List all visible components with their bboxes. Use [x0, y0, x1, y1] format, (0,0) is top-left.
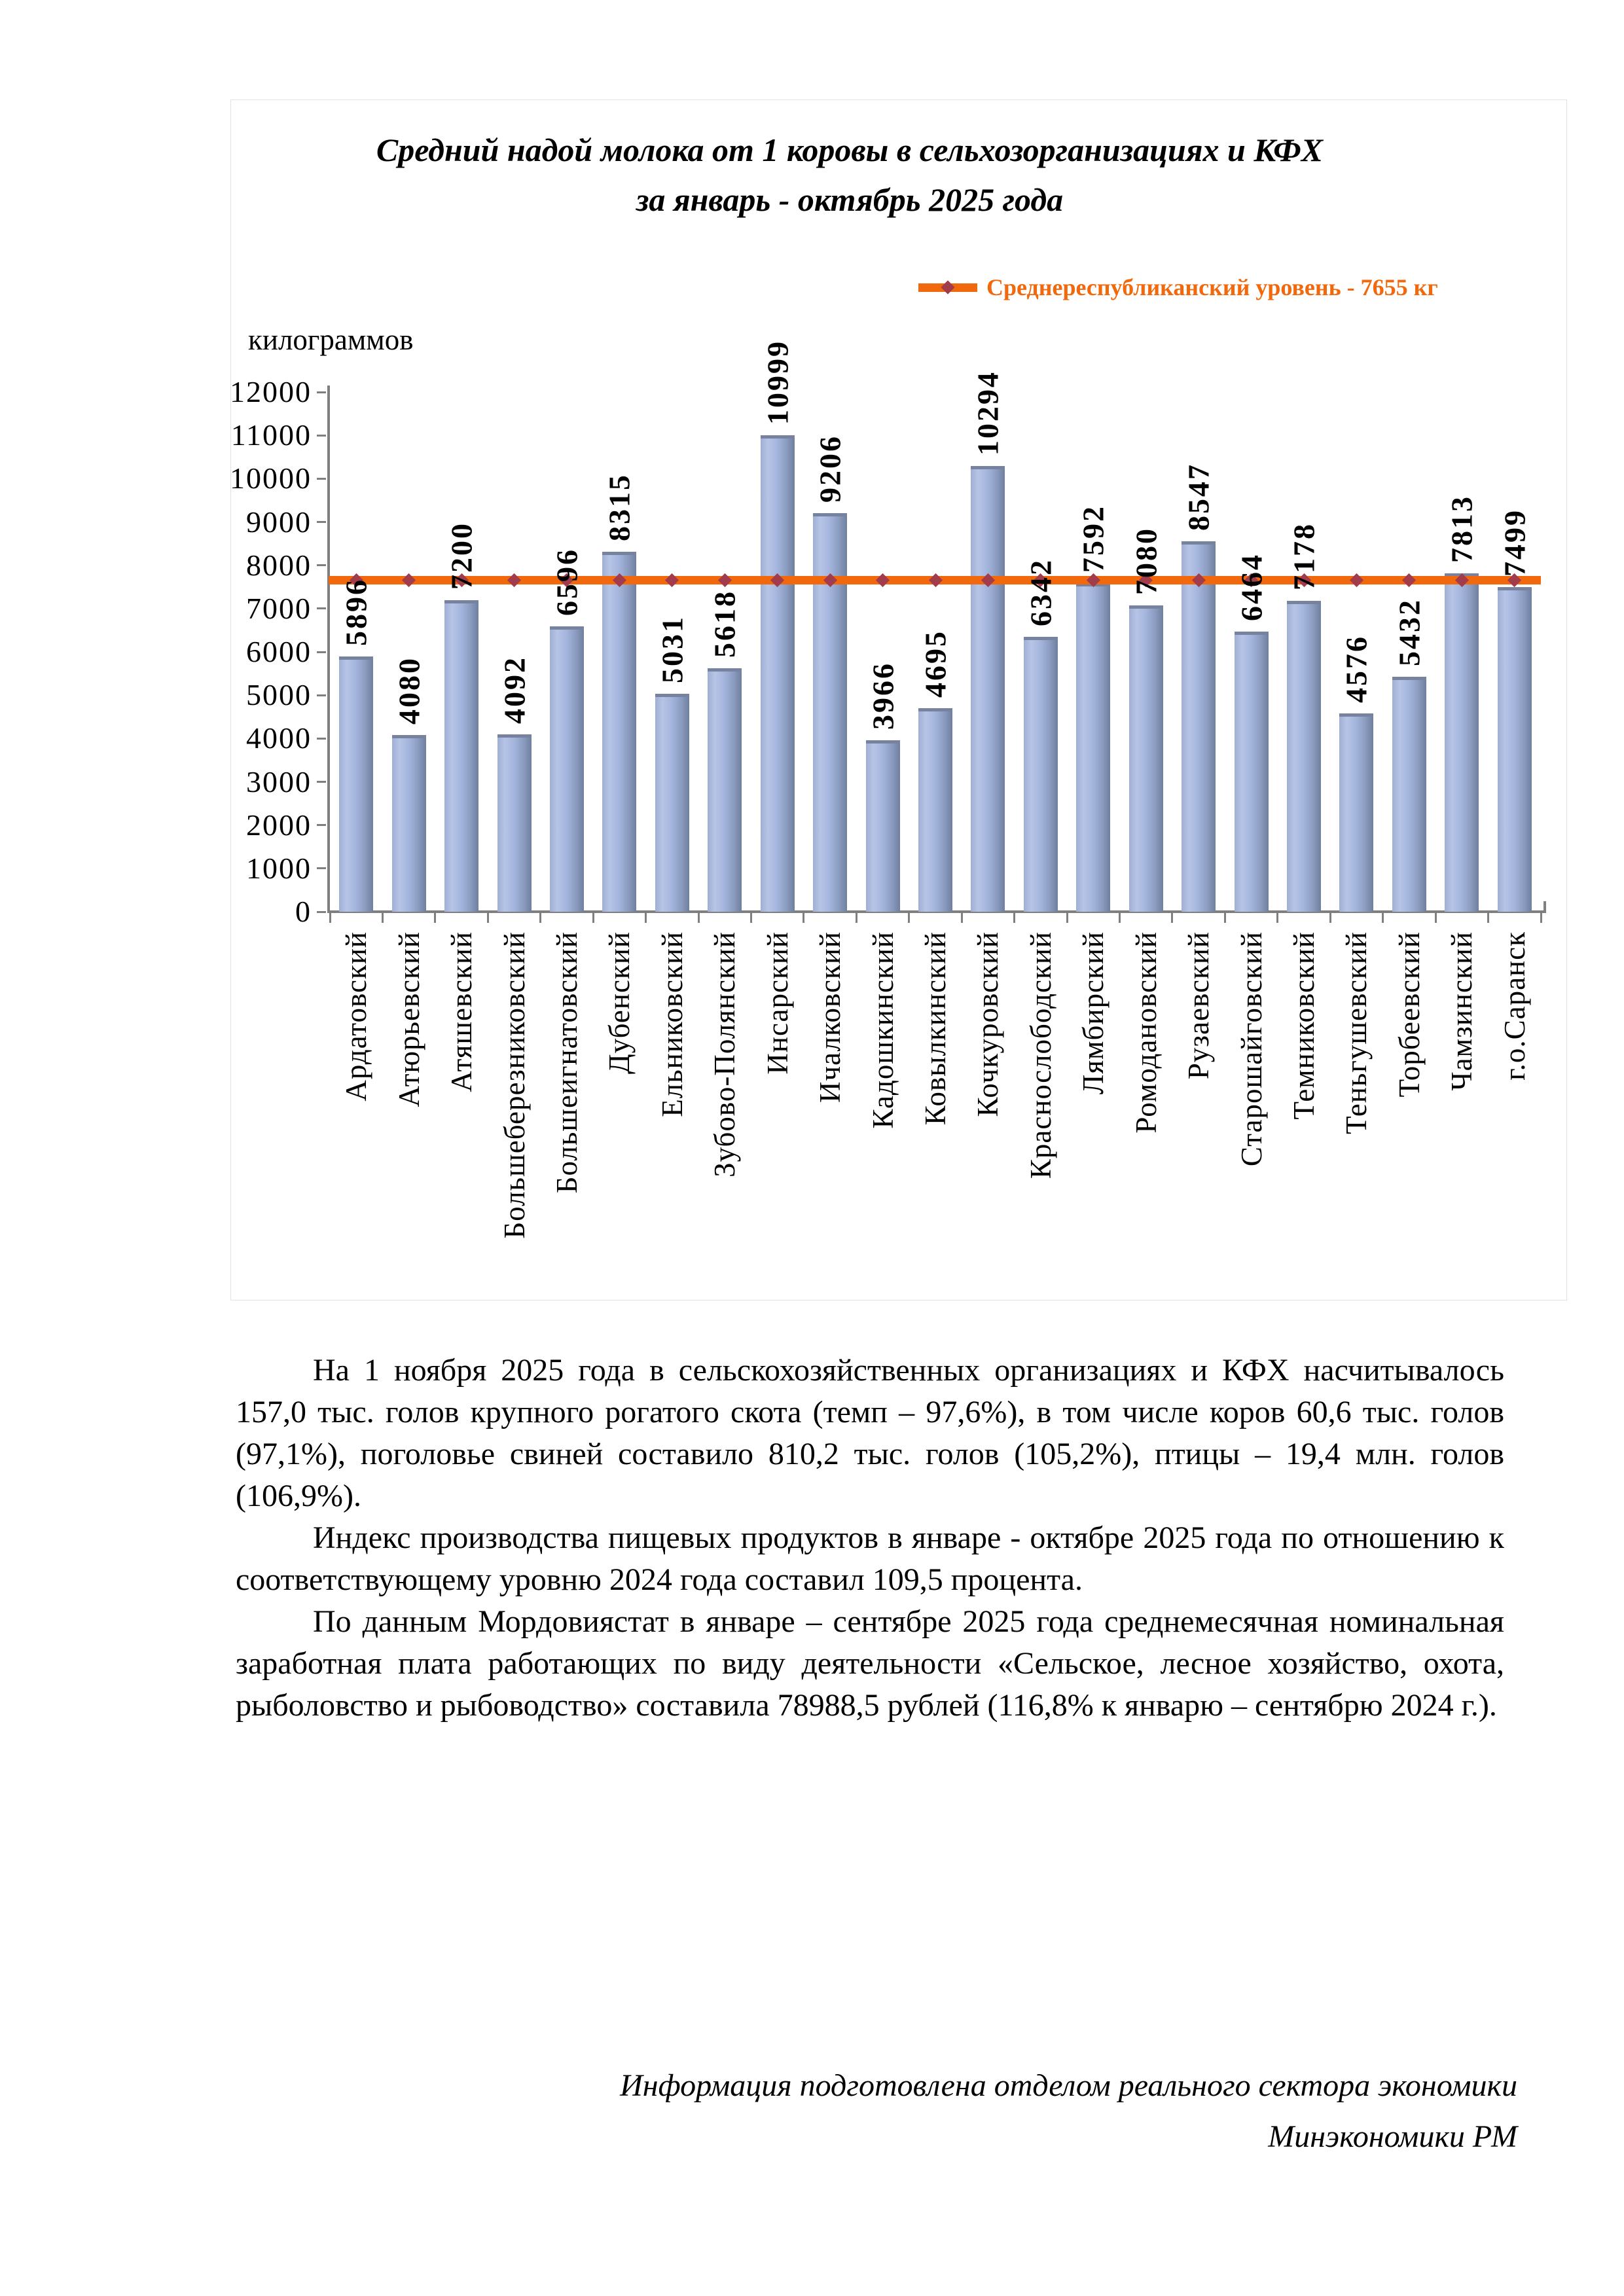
- chart-legend: [918, 274, 1438, 300]
- y-axis-tick-label: 9000: [246, 505, 312, 539]
- x-axis-tick: [1540, 913, 1542, 923]
- report-body-text: [236, 1350, 1504, 1727]
- bar-column: [1278, 392, 1330, 912]
- x-axis-tick: [698, 913, 700, 923]
- bar: [1235, 632, 1269, 912]
- bar: [550, 626, 584, 912]
- paragraph-wages: По данным Мордовиястат в январе – сентябре 2025 года среднемесячная номинальная заработная плата работающих по виду деятельности «Сельское, лесное хозяйство, охота, рыболовство и рыбоводство» составила 78988,5 рублей (116,8% к январю – сентябрю 2024 г.).: [236, 1604, 1504, 1723]
- x-axis-tick: [1171, 913, 1173, 923]
- category-label: Инсарский: [761, 931, 794, 1075]
- bar-column: [962, 370, 1014, 912]
- category-label: Ичалковский: [814, 931, 847, 1103]
- bar-value-label: 6596: [550, 548, 584, 616]
- x-axis-tick: [1435, 913, 1437, 923]
- bar-value-label: 5031: [655, 615, 689, 683]
- bar-value-label: 8547: [1182, 463, 1216, 531]
- category-label: Торбеевский: [1392, 931, 1426, 1098]
- bar-value-label: 7200: [444, 522, 478, 590]
- bar-value-label: 3966: [866, 662, 900, 730]
- x-axis-tick: [1276, 913, 1278, 923]
- category-label: Краснослободский: [1024, 931, 1057, 1179]
- bar-value-label: 10294: [971, 370, 1005, 456]
- bar-value-label: 7080: [1129, 527, 1163, 595]
- bar-value-label: 4092: [497, 656, 531, 724]
- y-axis-tick: [317, 607, 326, 609]
- y-axis-tick: [317, 521, 326, 523]
- category-label: Темниковский: [1288, 931, 1321, 1120]
- x-axis-tick: [1382, 913, 1384, 923]
- bar: [1339, 713, 1373, 912]
- legend-label: Среднереспубликанский уровень - 7655 кг: [986, 274, 1438, 300]
- bar-value-label: 10999: [761, 340, 795, 425]
- bar-column: [804, 392, 856, 912]
- bar-value-label: 5896: [339, 578, 373, 646]
- y-axis-tick-label: 12000: [230, 375, 312, 408]
- x-axis-tick: [539, 913, 541, 923]
- bar-value-label: 5432: [1392, 598, 1426, 666]
- x-axis-tick: [1329, 913, 1331, 923]
- bar-value-label: 4695: [918, 630, 952, 698]
- bar-column: [1067, 392, 1119, 912]
- bar-column: [1120, 392, 1172, 912]
- y-axis-tick-label: 7000: [246, 591, 312, 625]
- y-axis-tick: [317, 738, 326, 740]
- bar-column: [1330, 392, 1382, 912]
- bar-value-label: 7499: [1498, 509, 1532, 577]
- bar: [1024, 637, 1058, 912]
- bar: [655, 694, 689, 912]
- category-label: Кочкуровский: [971, 931, 1005, 1117]
- y-axis-tick: [317, 867, 326, 869]
- bar-column: [435, 392, 488, 912]
- bar: [708, 668, 742, 912]
- y-axis-tick-label: 3000: [246, 764, 312, 798]
- bar: [761, 435, 795, 912]
- category-label: Старошайговский: [1235, 931, 1268, 1167]
- y-axis-tick-label: 4000: [246, 721, 312, 755]
- y-axis-tick-label: 8000: [246, 548, 312, 582]
- x-axis-tick: [592, 913, 594, 923]
- bar: [1392, 677, 1426, 912]
- category-label: Ковылкинский: [919, 931, 952, 1126]
- bar-column: [593, 392, 645, 912]
- x-axis-tick: [1487, 913, 1489, 923]
- bar: [1076, 583, 1110, 912]
- bar-value-label: 8315: [602, 473, 636, 541]
- bar-column: [856, 392, 909, 912]
- x-axis-tick: [434, 913, 436, 923]
- bar-value-label: 7592: [1076, 505, 1110, 573]
- category-label: Большеберезниковский: [497, 931, 531, 1239]
- x-axis-tick: [645, 913, 647, 923]
- x-axis-tick: [803, 913, 804, 923]
- category-label: г.о.Саранск: [1498, 931, 1531, 1081]
- category-axis-labels: [330, 931, 1541, 1298]
- y-axis-tick-label: 10000: [230, 461, 312, 495]
- legend-line-swatch: [918, 283, 977, 292]
- y-axis-tick-label: 0: [295, 895, 312, 928]
- bar: [1129, 605, 1163, 912]
- y-axis-unit-label: килограммов: [248, 323, 414, 356]
- category-label: Лямбирский: [1077, 931, 1110, 1095]
- bar-value-label: 4576: [1339, 635, 1373, 703]
- y-axis-tick: [317, 781, 326, 783]
- bar: [339, 656, 373, 912]
- footer-line2: Минэкономики РМ: [1268, 2119, 1517, 2154]
- bar-column: [1015, 392, 1067, 912]
- chart-title: [231, 125, 1468, 224]
- category-label: Ельниковский: [655, 931, 689, 1117]
- bar-column: [488, 392, 540, 912]
- bar: [444, 600, 478, 912]
- bar-value-label: 6464: [1235, 553, 1269, 621]
- category-label: Атюрьевский: [392, 931, 425, 1107]
- y-axis-tick: [317, 478, 326, 480]
- bar: [1445, 573, 1479, 912]
- report-footer: [236, 2060, 1517, 2162]
- y-axis-tick-label: 6000: [246, 635, 312, 668]
- bar-value-label: 6342: [1024, 558, 1058, 626]
- bar-value-label: 9206: [813, 435, 847, 503]
- y-axis-tick-label: 5000: [246, 678, 312, 712]
- category-label: Атяшевский: [445, 931, 478, 1092]
- bar: [971, 466, 1005, 912]
- bar-column: [1435, 392, 1488, 912]
- bar-column: [1489, 392, 1541, 912]
- milk-yield-chart: [230, 99, 1567, 1300]
- y-axis-tick: [317, 911, 326, 913]
- category-label: Теньгушевский: [1340, 931, 1373, 1134]
- x-axis-tick: [329, 913, 331, 923]
- paragraph-food-index: Индекс производства пищевых продуктов в январе - октябре 2025 года по отношению к соответствующему уровню 2024 года составил 109,5 процента.: [236, 1520, 1504, 1597]
- bar-value-label: 7813: [1445, 495, 1479, 563]
- bar-column: [698, 392, 751, 912]
- y-axis-tick-label: 11000: [230, 418, 312, 452]
- x-axis-tick: [908, 913, 910, 923]
- bar-column: [1383, 392, 1435, 912]
- bar-column: [382, 392, 435, 912]
- bar-column: [541, 392, 593, 912]
- x-axis-tick: [1013, 913, 1015, 923]
- bar: [866, 740, 900, 912]
- category-label: Большеигнатовский: [550, 931, 583, 1194]
- bar-value-label: 5618: [708, 590, 742, 658]
- category-label: Рузаевский: [1182, 931, 1216, 1080]
- y-axis-tick: [317, 564, 326, 566]
- chart-title-line2: за январь - октябрь 2025 года: [636, 181, 1064, 218]
- y-axis-tick: [317, 391, 326, 393]
- category-label: Дубенский: [603, 931, 636, 1074]
- bar-column: [646, 392, 698, 912]
- bar-column: [751, 340, 803, 912]
- bar: [918, 708, 952, 912]
- x-axis-tick: [1224, 913, 1226, 923]
- bar: [1182, 541, 1216, 912]
- bar-column: [1172, 392, 1225, 912]
- bar-column: [1225, 392, 1277, 912]
- x-axis-tick: [487, 913, 489, 923]
- y-axis-tick-label: 2000: [246, 808, 312, 842]
- bar-column: [330, 392, 382, 912]
- category-label: Зубово-Полянский: [708, 931, 742, 1177]
- y-axis-tick: [317, 651, 326, 653]
- y-axis-tick: [317, 694, 326, 696]
- x-axis-endcap: [1543, 901, 1546, 913]
- x-axis-tick: [961, 913, 963, 923]
- plot-area: [230, 340, 1541, 928]
- bar-value-label: 4080: [392, 656, 426, 725]
- bar: [602, 552, 636, 912]
- bar: [497, 734, 532, 912]
- category-label: Ардатовский: [340, 931, 373, 1102]
- bar: [1287, 601, 1321, 912]
- y-axis-tick: [317, 435, 326, 437]
- x-axis-tick: [1066, 913, 1068, 923]
- x-axis-tick: [382, 913, 384, 923]
- chart-title-line1: Средний надой молока от 1 коровы в сельхозорганизациях и КФХ: [376, 132, 1324, 168]
- bar: [1498, 587, 1532, 912]
- x-axis-tick: [750, 913, 752, 923]
- x-axis-tick: [856, 913, 857, 923]
- bar-value-label: 7178: [1287, 522, 1321, 590]
- category-label: Кадошкинский: [866, 931, 899, 1129]
- x-axis-tick: [1119, 913, 1121, 923]
- paragraph-livestock: На 1 ноября 2025 года в сельскохозяйственных организациях и КФХ насчитывалось 157,0 тыс. голов крупного рогатого скота (темп – 97,6%), в том числе коров 60,6 тыс. голов (97,1%), поголовье свиней составило 810,2 тыс. голов (105,2%), птицы – 19,4 млн. голов (106,9%).: [236, 1353, 1504, 1513]
- bar: [392, 735, 426, 912]
- y-axis-tick-label: 1000: [246, 851, 312, 885]
- category-label: Чамзинский: [1445, 931, 1479, 1091]
- y-axis-tick: [317, 824, 326, 826]
- footer-line1: Информация подготовлена отделом реального сектора экономики: [620, 2068, 1517, 2103]
- category-label: Ромодановский: [1129, 931, 1163, 1134]
- legend-diamond-marker-icon: [941, 280, 954, 294]
- bar-column: [909, 392, 962, 912]
